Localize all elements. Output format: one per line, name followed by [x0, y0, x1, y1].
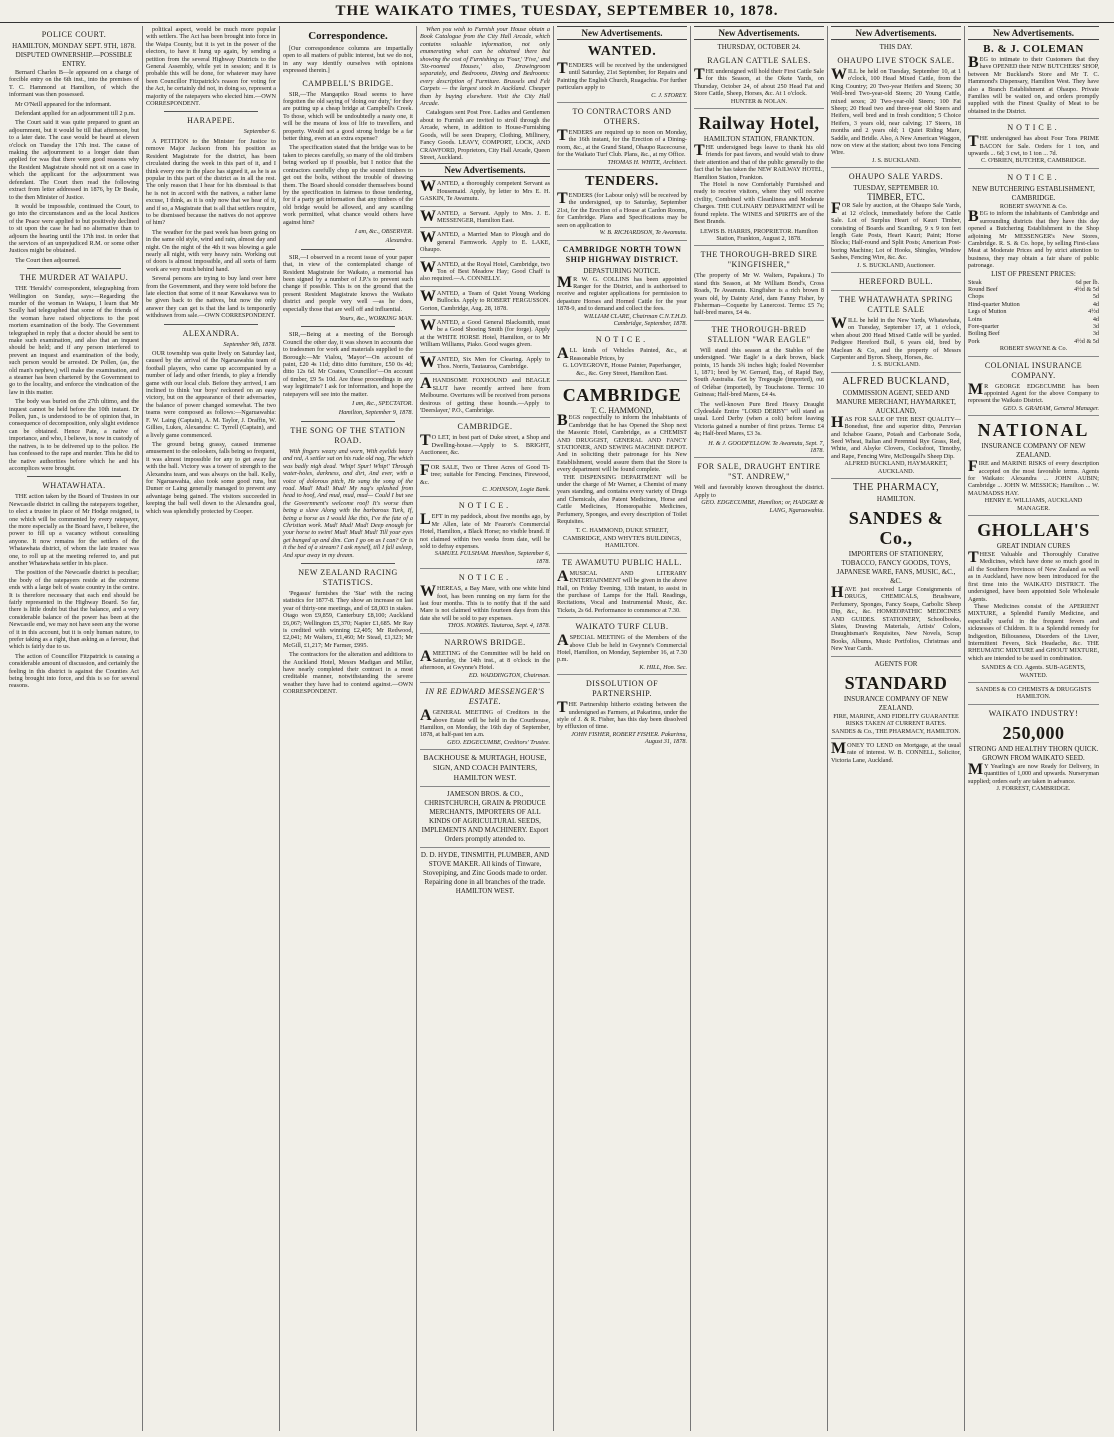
paragraph: The well-known Pure Bred Heavy Draught Clydesdale Entire "LORD DERBY" will stand as usual. Lord Derby (when a colt) before leaving Victoria gained a number of first prizes. Terms: £4 4s; Half-bred Mares, £3 3s. [694, 400, 824, 438]
signature: Yours, &c., WORKING MAN. [339, 315, 413, 322]
price-value: 3d [1092, 322, 1099, 330]
contractors-title: TO CONTRACTORS AND OTHERS. [572, 107, 672, 127]
paragraph: These Medicines consist of the APERIENT MIXTURE, a Splendid Family Medicine, and especially useful in the frequent fevers and sicknesses of Children. It is a Splendid remedy for Indigestion, Biliousness, Disorders of the Liver, Intermittent Fevers, Sick Headache, &c. THE RHEUMATIC MIXTURE and GHOUT MIXTURE, which are intended to be used in combination. [968, 602, 1099, 662]
national-title: NATIONAL [977, 420, 1090, 441]
signature: T. C. HAMMOND, DUKE STREET, CAMBRIDGE, AND WHYTE'S BUILDINGS, HAMILTON. [557, 527, 687, 553]
depasturing-notice: DEPASTURING NOTICE. [583, 266, 661, 275]
ad-text: THESE Valuable and Thoroughly Curative Medicines, which have done so much good in all the Southern Provinces of New Zealand as well as in Auckland, have now been introduced for the first time into the WAIKATO DISTRICT. The undersigned, have been appointed Sole Wholesale Agents. [968, 549, 1099, 603]
racing-title: NEW ZEALAND RACING STATISTICS. [298, 567, 398, 587]
ohaupo-yards-sub: TIMBER, ETC. [867, 192, 925, 203]
signature: ROBERT SWAYNE & Co. [968, 345, 1099, 356]
sandes-title: SANDES & Co., [848, 508, 944, 549]
divider [301, 563, 395, 564]
signature: HUNTER & NOLAN. [694, 98, 824, 109]
signature: K. HILL, Hon. Sec. [557, 664, 687, 675]
industry-sub: STRONG AND HEALTHY THORN QUICK. GROWN FROM WAIKATO SEED. [968, 744, 1099, 762]
price-row [968, 316, 1099, 323]
railway-hotel-sub: HAMILTON STATION, FRANKTON. [703, 135, 815, 144]
ad-text: FIRE, MARINE, AND FIDELITY GUARANTEE RISKS TAKEN AT CURRENT RATES. [833, 712, 959, 728]
column-8 [965, 26, 1102, 1431]
divider [301, 421, 395, 422]
correspondence-heading: Correspondence. [308, 30, 388, 42]
paragraph: The position of the Newcastle district is peculiar; the body of the ratepayers reside at the extreme ends with a large belt of waste country in the centre. It is therefore necessary that each end should be fairly represented in the Highway Board. So far, there is little doubt but that the balance, and a very considerable balance of the power has been at the Newcastle end, we may not have seen any the worse of it in this account, but it is only human nature, to prefer taking as a right, than asking as a favour, that which is fairly due to us. [9, 569, 139, 651]
sale-date: THURSDAY, OCTOBER 24. [717, 43, 801, 51]
paragraph: SIR,—Being at a meeting of the Borough Council the other day, it was shown in accounts due to tradesmen for work and materials supplied to the Borough:—Mr Vialou, 'Mayor'—On account of paint, £20 4s 11d; ditto ditto furniture, £50 0s 4d; ditto 12s 6d. Mr Coates, 'Councillor'—On account of timber, £9 5s 10d. Are these proceedings in any way legitimate? I ask for information, and hope the ratepayers will see into the matter. [283, 331, 413, 398]
paragraph: The weather for the past week has been going on in the same old style, wind and rain, almost day and night. On the night of the 4th it was blowing a gale nearly all night, with very heavy rain. Working out of doors is almost impossible, and all sorts of farm work are very much behind hand. [146, 228, 276, 273]
coleman-title: B. & J. COLEMAN [983, 43, 1084, 55]
hammond-name: T. C. HAMMOND, [590, 405, 654, 415]
price-row [968, 323, 1099, 330]
ghollah-title: GHOLLAH'S [977, 520, 1090, 541]
place: Alexandra. [385, 237, 413, 245]
ghollah-sub: GREAT INDIAN CURES [996, 542, 1071, 551]
signature: J. S. BUCKLAND. [831, 157, 961, 168]
signature: LEWIS B. HARRIS, PROPRIETOR. Hamilton Station, Frankton, August 2, 1878. [694, 228, 824, 247]
ad-text: THE undersigned will hold their First Cattle Sale for this Season, at the Okete Yards, on Thursday, October 24, of about 250 Head Fat and Store Cattle, Sheep, Horses, &c. At 1 o'clock. [694, 66, 824, 98]
ad-wanted-blacksmith: WANTED, a Good General Blacksmith, must be a Good Shoeing Smith (for forge). Apply at the WHITE HORSE Hotel, Hamilton, or to Mr William Williams, Piako. Good wages given. [420, 319, 550, 353]
ad-to-let: TO LET, in best part of Duke street, a Shop and Dwelling-house.—Apply to S. BRIGHT, Auctioneer, &c. [420, 434, 550, 460]
signature: GEO. EDGECUMBE, Creditors' Trustee. [420, 739, 550, 750]
swayne-name: ROBERT SWAYNE & Co. [999, 202, 1068, 210]
signature: C. J. STOREY. [557, 92, 687, 103]
paragraph: The Hotel is now Comfortably Furnished and ready to receive visitors, where they will receive civility, Combined with Cleanliness and Moderate Charges. THE CULINARY DEPARTMENT will be found replete. The WINES and SPIRITS are of the Best Brands. [694, 181, 824, 226]
signature: THOMAS H. WHITE, Architect. [557, 159, 687, 170]
ad-hyde: D. D. HYDE, TINSMITH, PLUMBER, AND STOVE MAKER. All kinds of Tinware, Stovepiping, and Zinc Goods made to order. Repairing done in all branches of the trade. HAMILTON WEST. [420, 851, 550, 896]
signature: THOS. NORRIS. Tautaroa, Sept. 4, 1878. [420, 622, 550, 633]
paragraph: SIR,—I observed in a recent issue of your paper that, in view of the contemplated change of Resident Magistrate for Waikato, a memorial has been signed by a number of J.P.'s to prevent such change if possible. This is on the ground that the present Resident Magistrate knows the Waikato district and people very well —as he does, especially those that are well off and influential. [283, 253, 413, 313]
ohaupo-yards-date: TUESDAY, SEPTEMBER 10. [853, 184, 939, 193]
column-5 [554, 26, 691, 1431]
price-value: 4½d & 5d [1074, 285, 1099, 293]
notice-title: NOTICE. [595, 335, 649, 345]
signature: C. JOHNSON, Logie Bank. [420, 486, 550, 497]
paragraph: The action of Councillor Fitzpatrick is causing a considerable amount of discussion, and certainly the feeling in this district is against the Counties Act being brought into force, and this is so for several reasons. [9, 652, 139, 690]
price-item: Hind-quarter Mutton [968, 300, 1020, 308]
ad-wanted-servant: WANTED, a Servant. Apply to Mrs. J. E. MESSENGER, Hamilton East. [420, 210, 550, 229]
this-day: THIS DAY. [879, 43, 913, 51]
notice-title: NOTICE. [458, 573, 512, 583]
hereford-title: HEREFORD BULL. [831, 277, 961, 291]
divider [27, 476, 121, 477]
column-1 [6, 26, 143, 1431]
price-row [968, 286, 1099, 293]
signature: I am, &c., OBSERVER. [354, 227, 413, 235]
police-court-dateline: HAMILTON, MONDAY SEPT. 9TH, 1878. [12, 42, 136, 50]
paragraph: The body was buried on the 27th ultimo, and the inquest cannot be held before the 10th instant. Dr Pollen, jun., is understood to be of opinion that, in consequence of decomposition, only slight evidence can be obtained. Hence Pate, a native of importance, and who, I believe, is now in custody of the natives, is to be delivered up to the police. He has confessed to the rape and murder. This he did to the native authorities before which he and his accomplices were brought. [9, 398, 139, 472]
paragraph: THE action taken by the Board of Trustees in our Newcastle district in calling the ratepayers together, to elect a trustee in place of Mr Hodge resigned, is one which will be commented by every ratepayer, the more especially as the Board have, I believe, the power to fill up a vacancy without consulting anyone. It now remains for the settlers of the Whatawhata district, of whom the late trustee was one, to roll up at the meeting referred to, and put another Whatawhata settler in his place. [9, 493, 139, 567]
ad-text: WILL be held in the New Yards, Whatawhata, on Tuesday, September 17, at 1 o'clock, when about 200 Head Mixed Cattle will be yarded. Pedigree Hereford Bull, 6 years old, bred by Maclean & Co, and the property of Messrs Carpenter and Byron. Sheep, Horses, &c. [831, 314, 961, 361]
raglan-title: RAGLAN CATTLE SALES. [707, 56, 811, 65]
cambridge-heading: CAMBRIDGE [562, 384, 682, 405]
notice-title: NOTICE. [458, 501, 512, 511]
ad-text: BEG to intimate to their Customers that they have OPENED their NEW BUTCHERS' SHOP, between Mr Buckland's Store and Mr T. C. Hammond's Dispensary, Hamilton West. They have also a Branch Establishment at Ohaupo. Private Families will be waited on, and orders promptly supplied with the Finest Quality of Meat to be obtained in the District. [968, 56, 1099, 119]
narrows-bridge-title: NARROWS BRIDGE. [444, 637, 526, 647]
price-value: 3d [1092, 330, 1099, 338]
price-row [968, 293, 1099, 300]
divider [164, 111, 258, 112]
notice-text: AGENERAL MEETING of Creditors in the above Estate will be held in the Courthouse, Hamilton, on Monday, the 16th day of September, 1878, at half-past ten a.m. [420, 707, 550, 739]
price-row [968, 338, 1099, 345]
ad-text: WILL be held on Tuesday, September 10, at 1 o'clock, 100 Head Mixed Cattle, from the King Country; 20 Two-year Heifers and Steers; 30 Well-bred Two-year-old Steers; 20 Young Cattle, mixed sexes; 20 Two-year-old Steers; 100 Fat Sheep; 20 Head two and three-year old Steers and Heifers, well bred and in fresh condition; 5 Choice Heifers, 3 years old, near calving; 17 Steers, 18 months and 2 years old; 1 Quiet Riding Mare, Saddle, and Bridle. Also, A New American Waggon, now on view at the station; about two tons Fencing Wire. [831, 66, 961, 157]
harapepe-date: September 6. [243, 128, 276, 136]
ad-text: Well and favorably known throughout the district. Apply to [694, 484, 824, 499]
paragraph: OUR township was quite lively on Saturday last, caused by the arrival of the Ngaruawahia team of football players, who came up accompanied by a number of lady and other friends, to play a friendly game with our local club. Before they arrived, I am inclined to think 'our boys' reckoned on an easy victory, but on the appearance of their adversaries, the balance of power changed somewhat. The two teams were composed as follows:—Ngaruawahia: F. W. Laing (Captain), A. M. Taylor, J. Draffin, W. Gillies, Lukes, Alexandra: C. Tyrrell (Captain), and a lively game commenced. [146, 350, 276, 439]
price-row [968, 301, 1099, 308]
signature: G. LOVEGROVE, House Painter, Paperhanger, &c., &c. Grey Street, Hamilton East. [557, 362, 687, 381]
price-value: 5d [1092, 293, 1099, 301]
railway-hotel-title: Railway Hotel, [698, 113, 820, 134]
signature: SANDES & Co., THE PHARMACY, HAMILTON. [831, 728, 961, 739]
tenders-title: TENDERS. [585, 174, 659, 190]
ad-text: THE Partnership hitherto existing between the undersigned as Farmers, at Pakarimu, under the style of J. & R. Fisher, has this day been dissolved by effluxion of time. [557, 699, 687, 731]
war-eagle-title: THE THOROUGH-BRED STALLION "WAR EAGLE" [707, 324, 811, 344]
kingfisher-title: THE THOROUGH-BRED SIRE "KINGFISHER," [700, 250, 818, 270]
ad-text: ASPECIAL MEETING of the Members of the above Club be held in Gwynne's Commercial Hotel, Hamilton, on Monday, September 16, at 7.30 p.m. [557, 632, 687, 664]
buckland-sub: COMMISSION AGENT, SEED AND MANURE MERCHANT, HAYMARKET, AUCKLAND, [836, 388, 956, 415]
sandes-line: SANDES & CO CHEMISTS & DRUGGISTS HAMILTON. [968, 686, 1099, 705]
ad-text: ALL kinds of Vehicles Painted, &c., at Reasonable Prices, by [557, 345, 687, 363]
signature: ED. WADDINGTON, Chairman. [420, 672, 550, 683]
alexandra-title: ALEXANDRA. [182, 328, 240, 338]
price-value: 4½d [1088, 308, 1099, 316]
ad-wanted-men: WANTED, Six Men for Clearing. Apply to Thos. Norris, Tautauroa, Cambridge. [420, 356, 550, 375]
campbells-bridge-title: CAMPBELL'S BRIDGE. [302, 78, 394, 88]
ad-text: (The property of Mr W. Walters, Papakura.) To stand this Season, at Mr William Bond's, Cross Roads, Te Awamutu. Kingfisher is a rich brown 8 years old, by Dainty Ariel, dam Fanny Fisher, by Fisherman—Coquette by Lanercost. Terms: £5 7s; half-bred mares, £4 4s. [694, 272, 824, 320]
notice-title: NOTICE. [1007, 123, 1060, 133]
ad-text: MR GEORGE EDGECUMBE has been appointed Agent for the above Company to represent the Waikato District. [968, 380, 1099, 405]
ad-text: THE undersigned begs leave to thank his old friends for past favors, and would wish to draw their attention and that of the public generally to the fact that he has taken the NEW RAILWAY HOTEL, Hamilton Station, Frankton. [694, 142, 824, 181]
column-6 [691, 26, 828, 1431]
columns [6, 26, 1108, 1431]
signature: JOHN FISHER, ROBERT FISHER. Pakarimu, August 31, 1878. [571, 730, 687, 746]
column-2 [143, 26, 280, 1431]
price-value: 6d per lb. [1075, 278, 1099, 286]
colonial-title: COLONIAL INSURANCE COMPANY. [984, 360, 1083, 380]
turf-club-title: WAIKATO TURF CLUB. [575, 622, 669, 632]
divider [301, 249, 395, 250]
ad-wanted-housemaid: WANTED, a thoroughly competent Servant as Housemaid. Apply, by letter to Mrs E. H. GASKIN, Te Awamutu. [420, 180, 550, 206]
signature: J. FORREST, CAMBRIDGE. [996, 785, 1071, 792]
ad-text: FOR Sale by auction, at the Ohaupo Sale Yards, at 12 o'clock, immediately before the Cattle Sale. Lot of Surplus Heart of Kauri Timber, consisting of Boards and Scantling, 9 x 9 ton feet length Gate Posts, Heart Kauri; Paint; Horse Blocks; Half-round and Split Posts; American Post-boring Machine; Lot of Hooks, Shingles, Window Sashes, Fencing Wire, &c. &c. [831, 200, 961, 262]
cambridge-north-title: CAMBRIDGE NORTH TOWN SHIP HIGHWAY DISTRICT. [562, 244, 682, 264]
pharmacy-title: THE PHARMACY, [852, 482, 940, 494]
paragraph: THE DISPENSING DEPARTMENT will be under the charge of Mr Warner, a Chemist of many years standing, and contains every variety of Drugs and Chemicals, also Patent Medicines, Horse and Cattle Medicines, Homœopathic Medicines, Perfumery, Sponges, and every description of Toilet Requisites. [557, 473, 687, 526]
paragraph: Will stand this season at the Stables of the undersigned. 'War Eagle' is a dark brown, black points, 15 hands 3¾ inches high; foaled November 1, 1871; bred by W. Gerrard, Esq., of Rapid Bay, South Australia. Got by Tregeagle (imported), out of Orlèbar (imported), by Touchstone. Terms: 10 Guineas; Half-bred Mares, £4 4s. [694, 346, 824, 399]
signature: GEO. S. GRAHAM, General Manager. [968, 405, 1099, 416]
price-item: Chops [968, 293, 984, 301]
price-item: Round Beef [968, 285, 998, 293]
price-item: Fore-quarter [968, 322, 999, 330]
police-court-subhead: DISPUTED OWNERSHIP.—POSSIBLE ENTRY. [15, 51, 133, 68]
buckland-title: ALFRED BUCKLAND, [842, 375, 950, 387]
cambridge-title: CAMBRIDGE. [457, 422, 513, 432]
ad-text: AMUSICAL AND LITERARY ENTERTAINMENT will be given in the above Hall, on Friday Evening, 13th instant, to assist in the purchase of Lamps for the Hall. Readings, Recitations, Vocal and Instrumental Music, &c. Tickets, 2s 6d. Performance to commence at 7.30. [557, 570, 687, 618]
ad-text: MY Yearling's are now Ready for Delivery, in quantities of 1,000 and upwards. Nurseryman supplied; orders early are taken in advance. [968, 760, 1099, 785]
standard-title: STANDARD [844, 672, 948, 693]
ad-wanted-bullocks: WANTED, a Team of Quiet Young Working Bullocks. Apply to ROBERT FERGUSSON. Gorton, Cambridge, Aug. 28, 1878. [420, 290, 550, 316]
price-item: Pork [968, 337, 980, 345]
ad-text: MONEY TO LEND on Mortgage, at the usual rate of interest. W. B. CONNELL, Solicitor, Victoria Lane, Auckland. [831, 739, 961, 764]
industry-number: 250,000 [1002, 722, 1065, 743]
harapepe-title: HARAPEPE. [187, 116, 235, 126]
paragraph: The contractors for the alteration and additions to the Auckland Hotel, Messrs Madigan and Millar, have nearly completed their contract in a most creditable manner, notwithstanding the severe weather they have had to contend against.—OWN CORRESPONDENT. [283, 651, 413, 696]
national-sub: INSURANCE COMPANY OF NEW ZEALAND. [981, 442, 1086, 460]
paragraph: It would be impossible, continued the Court, to go into the circumstances and as the local Justices of the Peace were applied to but positively declined to sit upon the case he had no alternative than to adjourn the hearing until the 17th inst. in order that the services of an unprejudiced R.M. or some other Justices might be obtained. [9, 202, 139, 255]
divider [301, 326, 395, 327]
column-3 [280, 26, 417, 1431]
paragraph: The Court then adjourned. [15, 256, 81, 264]
standard-sub: INSURANCE COMPANY OF NEW ZEALAND. [843, 694, 949, 712]
price-value: 4d [1092, 315, 1099, 323]
ad-text: TENDERS (for Labour only) will be received by the undersigned, up to Saturday, September 21st, for the Erection of a House at Cardon Rooms, for Cambridge. Plans and Specifications may be seen on application to [557, 190, 687, 229]
signature: H. & J. GOODFELLOW. Te Awamutu, Sept. 7, 1878. [694, 440, 824, 459]
poem-verse: With fingers weary and worn, With eyelids heavy and red, A settler sat on his rude old nag, The which was badly nigh dead. 'Whip! Spur! Whip!' Through water-holes, darkness, and dirt, And ever, with a voice of dolorous pitch, He sang the song of the road. Mud! Mud! Mud! My nag's splashed from head to hoof, And mud, mud, mud— Could I but see the Government's welcome roof! It's worse than being a slave Along with the barbarous Turk, If, being a horse as I would like this, I've the fate of a Christian work. Mud! Mud! Mud! Deep enough for your horse to swim! Mud! Mud! Mud! Till your eyes get bunged up and dim. Can I go on as I can? Or is it the bed of a stream? I ask myself, till I fall asleep, And spur away in my dream. [283, 447, 413, 559]
price-value: 4d [1092, 300, 1099, 308]
ad-foxhound: AHANDSOME FOXHOUND and BEAGLE SLUT have recently arrived here from Melbourne. Overtures will be received from persons desirous of getting these hounds.—Apply to 'Deerslayer,' P.O., Cambridge. [420, 377, 550, 418]
paragraph: SIR,—The Mangapiko Road seems to have forgotten the old saying of 'doing our duty,' for they are putting up a cheap bridge at Campbell's Creek. To those, which will be undoubtedly a nasty one, it will be the means of loss of life to travellers, and property. Would not a good strong bridge be a far better thing, even at an extra expense? [283, 90, 413, 143]
new-advertisements-heading: New Advertisements. [557, 26, 687, 40]
paragraph: THE 'Herald's' correspondent, telegraphing from Wellington on Sunday, says:—Regarding the murder of the woman in Waiapu, I learn that Mr Scully had telegraphed that some of the friends of the woman have raised objections to the post mortem examination of the body. The Government telegraphed in reply that a doctor should be sent to make such examination, and also that an inquest should be held; and if any person interfered to prevent an inquest and examination of the body, such person would be arrested. Dr Pollen, (as, the old man's nephew,) will make the examination, and a steamer has been chartered by the Government to go to the locality, and enforce the vindication of the law in this matter. [9, 285, 139, 396]
ohaupo-yards-title: OHAUPO SALE YARDS. [848, 172, 944, 182]
paragraph: The ground being grassy, caused immense amusement to the onlookers, falls being so frequent, it was almost impossible for any to get away far with the ball. Victory was a tower of strength to the Alexandra team, and was always on the ball. Kelly, for Ngaruawahia, also took some good runs, but Dumer or Laing generally managed to prevent any advantage being gained. The visitors succeeded in keeping the ball well down to the Alexandra goal, which was splendidly protected by Cooper. [146, 440, 276, 515]
wanted-title: WANTED. [587, 44, 657, 59]
for-sale-title: FOR SALE, DRAUGHT ENTIRE "ST. ANDREW," [697, 462, 821, 482]
ad-text: THE undersigned has about Four Tons PRIME BACON for Sale. Orders for 1 ton, and upwards ... 6d; 3 cwt, to 1 ton ... 7d. [968, 133, 1099, 158]
notice-text: LEFT in my paddock, about five months ago, by Mr Allen, late of Mr Fearon's Commercial Hotel, Hamilton, a Black Horse; no visible brand. If not claimed within two weeks from date, will be sold to defray expenses. [420, 511, 550, 550]
signature: I am, &c., SPECTATOR. [352, 400, 413, 408]
divider [164, 324, 258, 325]
paragraph: Bernard Charles B—le appeared on a charge of forcible entry on the 6th inst., into the premises of T. C. Hammond at Hamilton, of which the informant was then possessed. [9, 69, 139, 99]
pharmacy-sub: HAMILTON. [876, 495, 916, 504]
police-court-title: POLICE COURT. [41, 30, 107, 39]
price-item: Boiling Beef [968, 330, 1000, 338]
notice-title: NOTICE. [1007, 172, 1060, 182]
editorial-note: [Our correspondence columns are impartially open to all matters of public interest, but we do not, in any way identify ourselves with opinions expressed therein.] [283, 45, 413, 75]
paragraph: Mr O'Neill appeared for the informant. [15, 100, 112, 108]
dissolution-title: DISSOLUTION OF PARTNERSHIP. [585, 679, 659, 699]
signature: J. S. BUCKLAND, Auctioneer. [831, 262, 961, 273]
ad-text: FIRE and MARINE RISKS of every description accepted on the most favorable terms. Agents for Waikato: Alexandra ... JOHN AUBIN; Cambridge ... JOHN W. MESSICK; Hamilton ... W. MAUMADSS HAY. [968, 458, 1099, 497]
price-item: Loins [968, 315, 983, 323]
ohaupo-stock-title: OHAUPO LIVE STOCK SALE. [837, 56, 955, 65]
paragraph: 'Pegasus' furnishes the 'Star' with the racing statistics for 1877-8. They show an increase on last year of thirty-one meetings, and of £8,003 in stakes. Otago won £9,859, Canterbury £8,100; Auckland £6,067; Wellington £5,370; Napier £1,685. Mr Ray is credited with winning £2,405; Mr Redwood, £2,041; Mr Walters, £1,460; Mr Stead, £1,323; Mr McGill, £1,217; Mr Farmer, £995. [283, 589, 413, 649]
price-row [968, 308, 1099, 315]
new-advertisements-heading: New Advertisements. [968, 26, 1099, 40]
notice-text: WHEREAS, a Bay Mare, with one white hind foot, has been running on my farm for the last four months. This is to notify that if the said Mare is not claimed within fourteen days from this date she will be sold to pay expenses. [420, 583, 550, 622]
new-advertisements-heading: New Advertisements. [694, 26, 824, 40]
ad-wanted-hay: WANTED, at the Royal Hotel, Cambridge, two Ton of Best Meadow Hay; Good Chaff is also required.—A. CONNELLY. [420, 261, 550, 287]
notice-text: AMEETING of the Committee will be held on Saturday, the 14th inst., at 8 o'clock in the afternoon, at Gwynne's Hotel. [420, 647, 550, 672]
place: Hamilton, September 9, 1878. [338, 409, 413, 417]
price-value: 4½d & 5d [1074, 337, 1099, 345]
signature: HENRY E. WILLIAMS, AUCKLAND MANAGER. [968, 497, 1099, 516]
ad-text: BEG to inform the inhabitants of Cambridge and surrounding districts that they have this day opened a Butchering Establishment in the Shop adjoining Mr MESSENGER's New Stores, Cambridge. R. S. & Co. hope, by selling First-class Meat at Moderate Prices and by strict attention to business, they may obtain a fair share of public patronage. [968, 208, 1099, 270]
signature: GEO. EDGECUMBE, Hamilton; or, HADGRE & LANG, Ngaruawahia. [701, 499, 824, 514]
paragraph: The Court said it was quite prepared to grant an adjournment, but it would be till that afternoon, but to a later date. The case would be heard at eleven o'clock on Tuesday the 17th inst. The cause of making the adjournment to a longer date than applied for was that there were good reasons why the Resident Magistrate should not sit on a case in which the applicant for the adjournment was defendant. The Court then read the following extract from letter addressed in 1876, by Dr Beale, to the then Minister of Justice. [9, 119, 139, 201]
signature: W. B. RICHARDSON, Te Awamutu. [557, 229, 687, 240]
price-list-title: LIST OF PRESENT PRICES: [991, 269, 1076, 278]
price-item: Steak [968, 278, 982, 286]
ad-text: TENDERS will be received by the undersigned until Saturday, 21st September, for Repairs and Painting the English Church, Ruagachia. For further particulars apply to [557, 60, 687, 92]
price-row [968, 330, 1099, 337]
paragraph: Several persons are trying to buy land over here from the Government, and they were told before the late election that some of it near Kawakawa was to be given back to the natives, but now the only answer they can get is that the land is temporarily withdrawn from sale.—OWN CORRESPONDENT. [146, 275, 276, 320]
signature: WILLIAM CLARE, Chairman C.N.T.H.D. Cambridge, September, 1878. [557, 313, 687, 332]
ad-text: BEGS respectfully to inform the inhabitants of Cambridge that he has Opened the Shop next the Masonic Hotel, Cambridge, as a CHEMIST AND DRUGGIST, GENERAL AND FANCY STATIONER, AND SEWING MACHINE DEPOT. And in soliciting their patronage for his New Establishment, would assure them that the Store is every department will be found complete. [557, 412, 687, 474]
ad-text: HAVE just received Large Consignments of DRUGS, CHEMICALS, Brushware, Perfumery, Sponges, Fancy Soaps, Carbolic Sheep Dip, &c., &c. HOMŒOPATHIC MEDICINES AND GUIDES. STATIONERY, Schoolbooks, Slates, Drawing Materials, Artists' Colors, Draughtsman's Requisites, New Novels, Scrap Books, Albums, Music Portfolios, Christmas and New Year Cards. [831, 586, 961, 657]
paragraph: The specification stated that the bridge was to be taken to pieces carefully, so many of the old timbers being worked up if possible, but I notice that the contractors carefully chop up the sound timbers to get out the bolts, without the trouble of drawing them. The Board should consider themselves bound by the specification in fairness to those tendering, for if a party get information that any timbers of the old bridge would be allowed, and any scantling work permitted, what chance would others have against him? [283, 144, 413, 226]
new-advertisements-heading: New Advertisements. [420, 163, 550, 177]
signature: SAMUEL FULSHAM. Hamilton, September 6, 1878. [420, 550, 550, 569]
song-title: THE SONG OF THE STATION ROAD. [290, 425, 406, 445]
whatawhata-title: WHATAWHATA. [42, 481, 106, 491]
agents-for: AGENTS FOR [874, 659, 918, 668]
estate-title: IN RE EDWARD MESSENGER'S ESTATE. [425, 687, 545, 707]
whatawhata-sale-title: THE WHATAWHATA SPRING CATTLE SALE [839, 294, 953, 314]
price-list [968, 279, 1099, 346]
divider [27, 268, 121, 269]
new-advertisements-heading: New Advertisements. [831, 26, 961, 40]
ad-text: TENDERS are required up to noon on Monday, the 16th instant, for the Erection of a Dining-room, &c., at the Grand Stand, Ohaupo Racecourse, for the Waikato Turf Club. Plans, &c., at my Office. [557, 127, 687, 159]
signature: C. O'BRIEN, BUTCHER, CAMBRIDGE. [968, 157, 1099, 168]
paragraph: political aspect, would be much more popular with settlers. The Act has been brought into force in the Waipa County, but it is yet in the power of the electors, to have it hung up again, by sending a petition from the several Highway Districts to the General Assembly, while yet in session; and it is probable this will be done, for whatever may have been Councillor Fitzpatrick's reason for voting for the Act, he certainly did not, in doing so, represent a majority of the ratepayers who elected him.—OWN CORRESPONDENT. [146, 26, 276, 108]
ad-text: HAS FOR SALE OF THE BEST QUALITY—Bonedust, fine and superior ditto, Peruvian and Ichaboe Guano, Potash and Carbonate Soda, Seed Wheat, Italian and Perennial Rye Grass, Red, White, and Alsyke Clovers, Cocksfoot, Timothy, and Rape, Fencing Wire, McDougall's Sheep Dip. [831, 413, 961, 460]
ad-text: MR W. G. COLLINS has been appointed Ranger for the District, and is authorised to receive and register applications for permission to depasture Horses and Horned Cattle for the year 1878-9, and to demand and collect the fees. [557, 273, 687, 313]
signature: ALFRED BUCKLAND, HAYMARKET, AUCKLAND. [831, 460, 961, 479]
ad-wanted-married-man: WANTED, a Married Man to Plough and do general Farmwork. Apply to E. LAKE, Ohaupo. [420, 231, 550, 257]
paragraph: A PETITION to the Minister for Justice to remove Major Jackson from his position as Resident Magistrate for the district, has been circulated during the week in this part of it, and I think every one in the place has signed it, as he is as popular in this part of the district as in all the rest. The only reason that I hear for his dismissal is that he is not in accord with the natives, a rather lame excuse, I think, as it is only now that we hear of it, and if so, a Magistrate that is all that settlers require, to be dismissed because the natives do not approve of him? [146, 137, 276, 227]
sandes-sub: IMPORTERS OF STATIONERY, TOBACCO, FANCY GOODS, TOYS, JAPANESE WARE, FANS, MUSIC, &C., &C. [836, 550, 956, 586]
paragraph: When you wish to Furnish your House obtain a Book Catalogue from the City Hall Arcade, which contains valuable information, not only enumerating what can be obtained there but showing the cost of Furnishing as 'Four,' 'Five,' and 'Six-roomed Houses,' also, Drawingroom separately, and Bedrooms, Dining and Bedrooms: every description of Furniture. Brussels and Felt Carpets — the largest stock in Auckland. Cheaper than by buying elsewhere. Visit the City Hall Arcade. [420, 26, 550, 108]
industry-title: WAIKATO INDUSTRY! [988, 708, 1079, 718]
public-hall-title: TE AWAMUTU PUBLIC HALL. [562, 557, 682, 567]
price-row [968, 279, 1099, 286]
price-item: Legs of Mutton [968, 308, 1007, 316]
paragraph: Defendant applied for an adjournment till 2 p.m. [15, 110, 136, 118]
ad-jameson: JAMESON BROS. & CO., CHRISTCHURCH, GRAIN & PRODUCE MERCHANTS, IMPORTERS OF ALL KINDS OF AGRICULTURAL SEEDS, IMPLEMENTS AND MACHINERY. Export Orders promptly attended to. [420, 790, 550, 848]
butchering-sub: NEW BUTCHERING ESTABLISHMENT, CAMBRIDGE. [972, 184, 1095, 202]
paragraph: Catalogues sent Post Free. Ladies and Gentlemen about to Furnish are invited to stroll through the Arcade, where, in addition to House-Furnishing Goods, will be seen Drapery, Clothing, Millinery, Fancy Goods. LEAVY, COMPORT, LOCK, AND CRAWFORD, Proprietors, City Hall Arcade, Queen Street, Auckland. [420, 109, 550, 161]
masthead: THE WAIKATO TIMES, TUESDAY, SEPTEMBER 10, 1878. [0, 0, 1114, 23]
column-4 [417, 26, 554, 1431]
ad-for-sale-titree: FOR SALE, Two or Three Acres of Good Ti-tree; suitable for Fencing. Fencines, Firewood, &c. [420, 461, 550, 486]
murder-title: THE MURDER AT WAIAPU. [19, 273, 129, 283]
column-7 [828, 26, 965, 1431]
ad-backhouse: BACKHOUSE & MURTAGH, HOUSE, SIGN, AND COACH PAINTERS, HAMILTON WEST. [420, 753, 550, 787]
signature: J. S. BUCKLAND. [831, 361, 961, 372]
signature: SANDES & CO. Agents. SUB-AGENTS, WANTED. [968, 664, 1099, 683]
alexandra-date: September 9th, 1878. [223, 340, 276, 348]
